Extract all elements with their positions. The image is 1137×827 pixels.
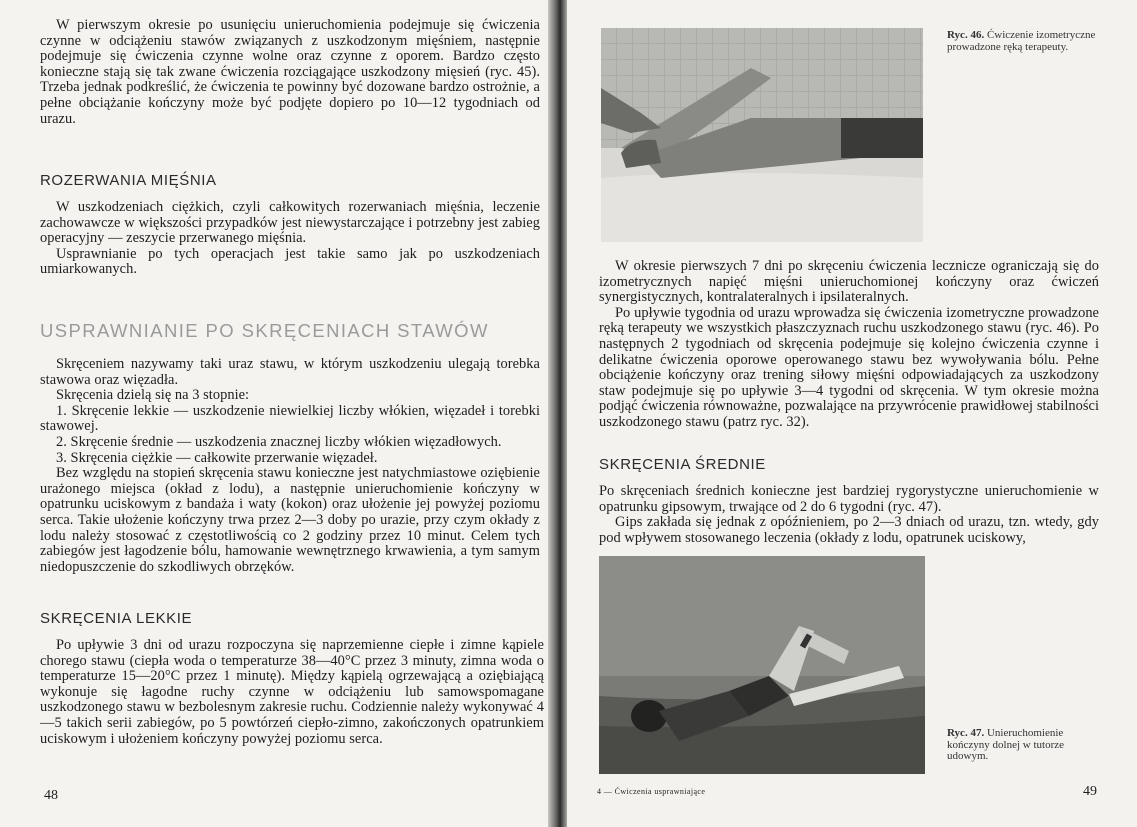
right-text-main bbox=[599, 259, 1099, 431]
intro-paragraph: W pierwszym okresie po usunięciu unieruchomienia podejmuje się ćwiczenia czynne w odciążeniu stawów związanych z uszkodzonym mięśniem, następnie podejmuje się ćwiczenia czynne wolne oraz czynne z oporem. Bardzo często konieczne stają się tak zwane ćwiczenia rozciągające uszkodzony mięsień (ryc. 45). Trzeba jednak podkreślić, że ćwiczenia te powinny być dozowane bardzo ostrożnie, a pełne obciążanie kończyny może być podjęte dopiero po 10—12 tygodniach od urazu. bbox=[40, 17, 540, 127]
rozerwania-p2: Usprawnianie po tych operacjach jest takie samo jak po uszkodzeniach umiarkowanych. bbox=[40, 245, 540, 278]
heading-rozerwania: ROZERWANIA MIĘŚNIA bbox=[40, 172, 217, 189]
skrecenie-p2: Skręcenia dzielą się na 3 stopnie: bbox=[56, 387, 250, 404]
page-number-right: 49 bbox=[1083, 784, 1097, 799]
footer-text: 4 — Ćwiczenia usprawniające bbox=[597, 787, 706, 796]
skrecenie-list-3: 3. Skręcenia ciężkie — całkowite przerwanie więzadeł. bbox=[56, 449, 378, 466]
lekkie-paragraph: Po upływie 3 dni od urazu rozpoczyna się naprzemienne ciepłe i zimne kąpiele chorego stawu (ciepła woda o temperaturze 38—40°C przez 3 minuty, zimna woda o temperaturze 15—20°C przez 1 minutę). Między kąpielą ogrzewającą a oziębiającą wykonuje się łagodne ruchy czynne w odciążeniu lub samowspomagane uszkodzonego stawu w bezbolesnym zakresie ruchu. Codziennie należy wykonywać 4—5 takich serii zabiegów, po 5 powtórzeń ciepło-zimno, zakończonych opatrunkiem uciskowym i ułożeniem kończyny powyżej poziomu serca. bbox=[40, 637, 544, 747]
skrecenie-text bbox=[40, 357, 540, 575]
skrecenie-p1: Skręceniem nazywamy taki uraz stawu, w którym uszkodzeniu ulegają torebka stawowa oraz więzadła. bbox=[40, 356, 540, 388]
right-para-1: W okresie pierwszych 7 dni po skręceniu ćwiczenia lecznicze ograniczają się do izometrycznych napięć mięśni unieruchomionej kończyny oraz ćwiczeń synergistycznych, kontralateralnych i ipsilateralnych. bbox=[599, 258, 1099, 306]
skrecenie-p3: Bez względu na stopień skręcenia stawu konieczne jest natychmiastowe oziębienie urażonego miejsca (okład z lodu), a następnie unieruchomienie kończyny w opatrunku uciskowym z bandaża i waty (kokon) oraz ułożenie jej powyżej poziomu serca. Takie ułożenie kończyny trwa przez 2—3 doby po urazie, przy czym okłady z lodu należy stosować z częstotliwością co 2 godziny przez 10 minut. Celem tych zabiegów jest łagodzenie bólu, hamowanie wewnętrznego krwawienia, a tym samym niedopuszczenie do szkodliwych obrzęków. bbox=[40, 465, 540, 575]
figure-46-label: Ryc. 46. bbox=[947, 29, 985, 41]
figure-46-photo bbox=[601, 28, 923, 242]
figure-47-label: Ryc. 47. bbox=[947, 727, 985, 739]
heading-srednie: SKRĘCENIA ŚREDNIE bbox=[599, 456, 766, 473]
skrecenie-list-1: 1. Skręcenie lekkie — uszkodzenie niewielkiej liczby włókien, więzadeł i torebki stawowej. bbox=[40, 402, 540, 435]
right-para-2: Po upływie tygodnia od urazu wprowadza się ćwiczenia izometryczne prowadzone ręką terapeuty we wszystkich płaszczyznach ruchu uszkodzonego stawu (ryc. 46). Po następnych 2 tygodniach od skręcenia podejmuje się kolejno ćwiczenia czynne i delikatne ćwiczenia oporowe operowanego stawu bez wywoływania bólu. Pełne obciążenie kończyny oraz trening siłowy mięśni odpowiadających za uszkodzony staw podejmuje się po upływie 3—4 tygodni od skręcenia. W tym okresie można podjąć ćwiczenia równoważne, pozwalające na przywrócenie prawidłowej stabilności uszkodzonego stawu (patrz ryc. 32). bbox=[599, 304, 1099, 430]
figure-47-caption bbox=[947, 728, 1102, 763]
figure-47-text: Unieruchomienie kończyny dolnej w tutorze udowym. bbox=[947, 727, 1064, 762]
srednie-p2: Gips zakłada się jednak z opóźnieniem, po 2—3 dniach od urazu, tzn. wtedy, gdy pod wpływem stosowanego leczenia (okłady z lodu, opatrunek uciskowy, bbox=[599, 514, 1099, 546]
figure-47-photo bbox=[599, 556, 925, 774]
leg-brace-image bbox=[599, 556, 925, 774]
page-number-left: 48 bbox=[44, 788, 58, 803]
srednie-text bbox=[599, 484, 1099, 546]
srednie-p1: Po skręceniach średnich konieczne jest bardziej rygorystyczne unieruchomienie w opatrunku gipsowym, trwające od 2 do 6 tygodni (ryc. 47). bbox=[599, 483, 1099, 515]
heading-usprawnianie: USPRAWNIANIE PO SKRĘCENIACH STAWÓW bbox=[40, 320, 489, 341]
therapist-leg-exercise-image bbox=[601, 28, 923, 242]
figure-46-text: Ćwiczenie izometryczne prowadzone ręką terapeuty. bbox=[947, 29, 1096, 53]
right-page bbox=[567, 0, 1137, 827]
rozerwania-p1: W uszkodzeniach ciężkich, czyli całkowitych rozerwaniach mięśnia, leczenie zachowawcze w większości przypadków jest niewystarczające i potrzebny jest zabieg operacyjny — zeszycie przerwanego mięśnia. bbox=[40, 199, 540, 247]
left-page bbox=[0, 0, 552, 827]
skrecenie-list-2: 2. Skręcenie średnie — uszkodzenia znacznej liczby włókien więzadłowych. bbox=[56, 433, 502, 450]
figure-46-caption bbox=[947, 30, 1097, 53]
heading-lekkie: SKRĘCENIA LEKKIE bbox=[40, 610, 193, 627]
rozerwania-text bbox=[40, 200, 540, 278]
